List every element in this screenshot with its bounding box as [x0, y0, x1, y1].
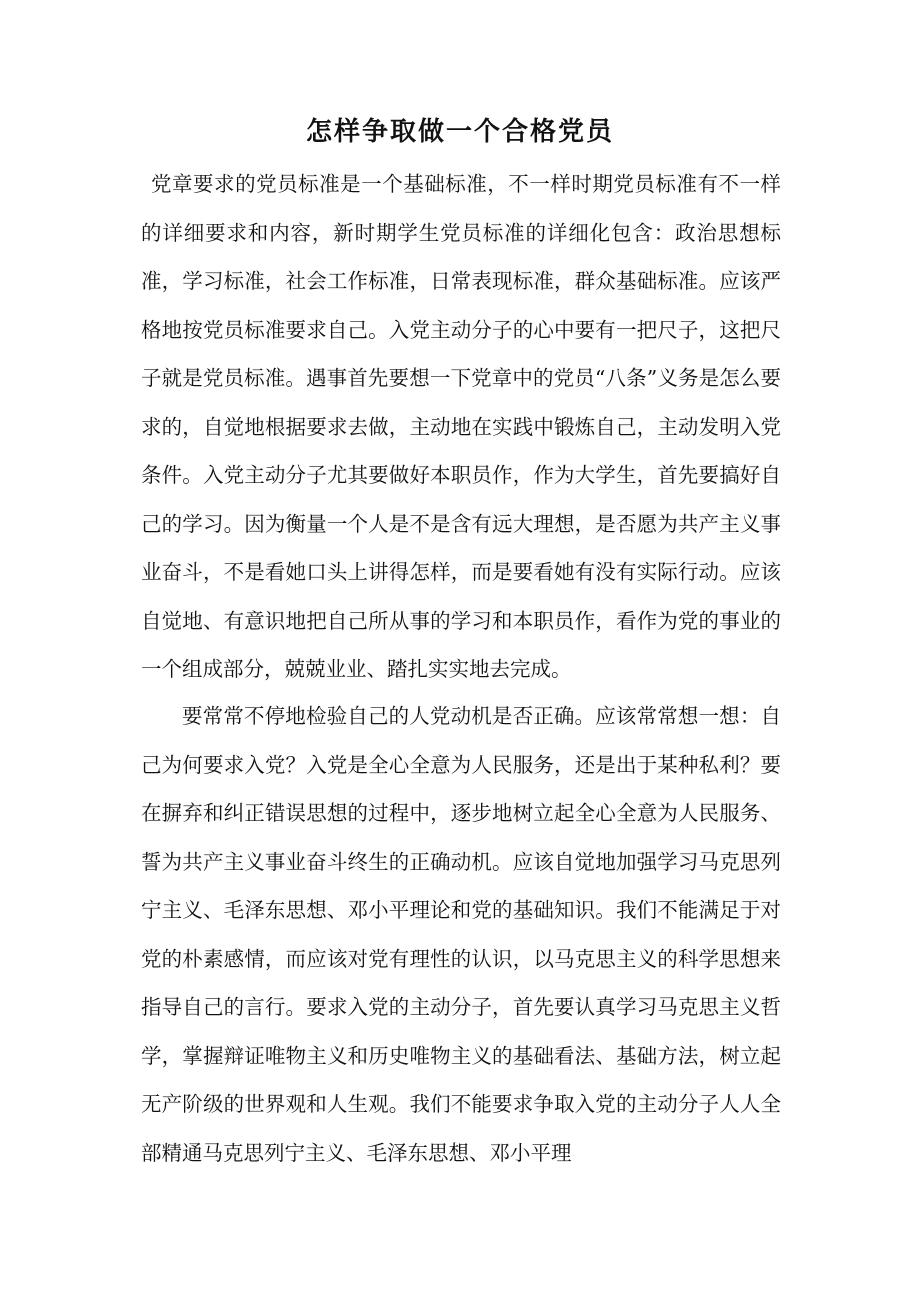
paragraph-1: 党章要求的党员标准是一个基础标准，不一样时期党员标准有不一样的详细要求和内容，新时期学生党员标准的详细化包含：政治思想标准，学习标准，社会工作标准，日常表现标准，群众基础标准。应该严格地按党员标准要求自己。入党主动分子的心中要有一把尺子，这把尺子就是党员标准。遇事首先要想一下党章中的党员“八条”义务是怎么要求的，自觉地根据要求去做，主动地在实践中锻炼自己，主动发明入党条件。入党主动分子尤其要做好本职员作，作为大学生，首先要搞好自己的学习。因为衡量一个人是不是含有远大理想，是否愿为共产主义事业奋斗，不是看她口头上讲得怎样，而是要看她有没有实际行动。应该自觉地、有意识地把自己所从事的学习和本职员作，看作为党的事业的一个组成部分，兢兢业业、踏扎实实地去完成。 [141, 172, 781, 681]
paragraph-2: 要常常不停地检验自己的人党动机是否正确。应该常常想一想：自己为何要求入党？入党是全心全意为人民服务，还是出于某种私利？要在摒弃和纠正错误思想的过程中，逐步地树立起全心全意为人民服务、誓为共产主义事业奋斗终生的正确动机。应该自觉地加强学习马克思列宁主义、毛泽东思想、邓小平理论和党的基础知识。我们不能满足于对党的朴素感情，而应该对党有理性的认识，以马克思主义的科学思想来指导自己的言行。要求入党的主动分子，首先要认真学习马克思主义哲学，掌握辩证唯物主义和历史唯物主义的基础看法、基础方法，树立起无产阶级的世界观和人生观。我们不能要求争取入党的主动分子人人全部精通马克思列宁主义、毛泽东思想、邓小平理 [141, 704, 781, 1165]
document-title: 怎样争取做一个合格党员 [305, 117, 614, 147]
